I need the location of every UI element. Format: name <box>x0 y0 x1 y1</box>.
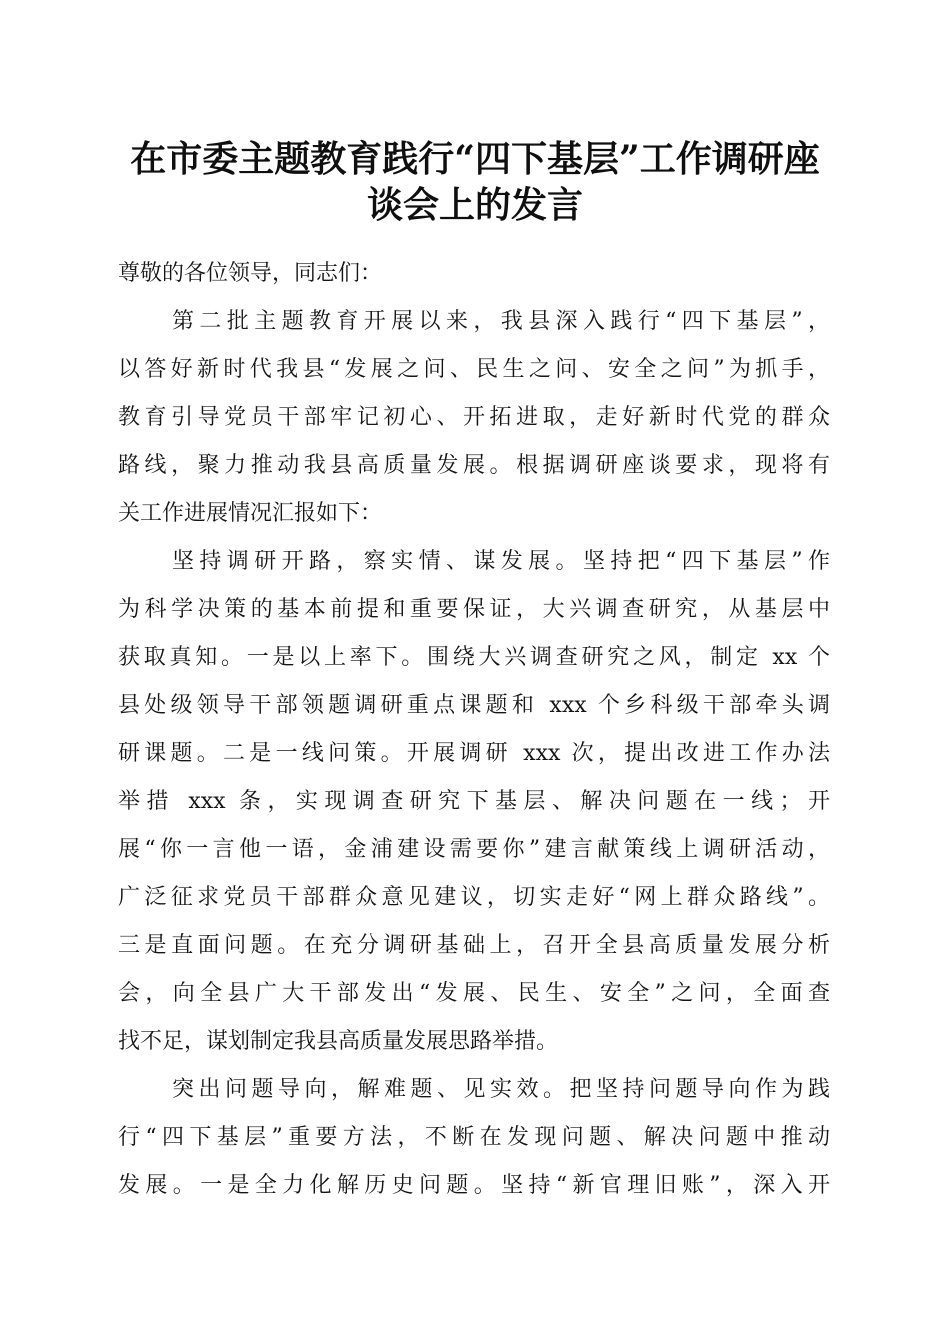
paragraph-line: 为科学决策的基本前提和重要保证，大兴调查研究，从基层中 <box>118 597 830 622</box>
paragraph-line: 三是直面问题。在充分调研基础上，召开全县高质量发展分析 <box>118 933 830 958</box>
paragraph-line: 第二批主题教育开展以来，我县深入践行“四下基层”， <box>172 309 830 334</box>
paragraph-line: 关工作进展情况汇报如下： <box>118 501 383 526</box>
paragraph-line: 路线，聚力推动我县高质量发展。根据调研座谈要求，现将有 <box>118 453 830 478</box>
paragraph-2 <box>118 538 830 1066</box>
paragraph-line: 发展。一是全力化解历史问题。坚持“新官理旧账”，深入开 <box>118 1173 830 1198</box>
paragraph-line: 广泛征求党员干部群众意见建议，切实走好“网上群众路线”。 <box>118 885 830 910</box>
paragraph-line: 会，向全县广大干部发出“发展、民生、安全”之问，全面查 <box>118 981 830 1006</box>
paragraph-line: 展“你一言他一语，金浦建设需要你”建言献策线上调研活动， <box>118 837 830 862</box>
paragraph-line: 县处级领导干部领题调研重点课题和 xxx 个乡科级干部牵头调 <box>118 693 830 718</box>
paragraph-line: 获取真知。一是以上率下。围绕大兴调查研究之风，制定 xx 个 <box>118 645 830 670</box>
paragraph-line: 行“四下基层”重要方法，不断在发现问题、解决问题中推动 <box>118 1125 830 1150</box>
paragraph-line: 坚持调研开路，察实情、谋发展。坚持把“四下基层”作 <box>172 549 830 574</box>
document-title-line-1: 在市委主题教育践行“四下基层”工作调研座 <box>130 138 820 180</box>
paragraph-line: 以答好新时代我县“发展之问、民生之问、安全之问”为抓手， <box>118 357 830 382</box>
paragraph-line: 找不足，谋划制定我县高质量发展思路举措。 <box>118 1029 559 1054</box>
document-body <box>118 250 830 1210</box>
salutation: 尊敬的各位领导，同志们： <box>118 261 383 286</box>
document-title-line-2: 谈会上的发言 <box>366 184 583 226</box>
paragraph-line: 研课题。二是一线问策。开展调研 xxx 次，提出改进工作办法 <box>118 741 830 766</box>
paragraph-3 <box>118 1066 830 1210</box>
paragraph-line: 突出问题导向，解难题、见实效。把坚持问题导向作为践 <box>172 1077 830 1102</box>
paragraph-1 <box>118 298 830 538</box>
paragraph-line: 教育引导党员干部牢记初心、开拓进取，走好新时代党的群众 <box>118 405 830 430</box>
paragraph-line: 举措 xxx 条，实现调查研究下基层、解决问题在一线；开 <box>118 789 830 814</box>
